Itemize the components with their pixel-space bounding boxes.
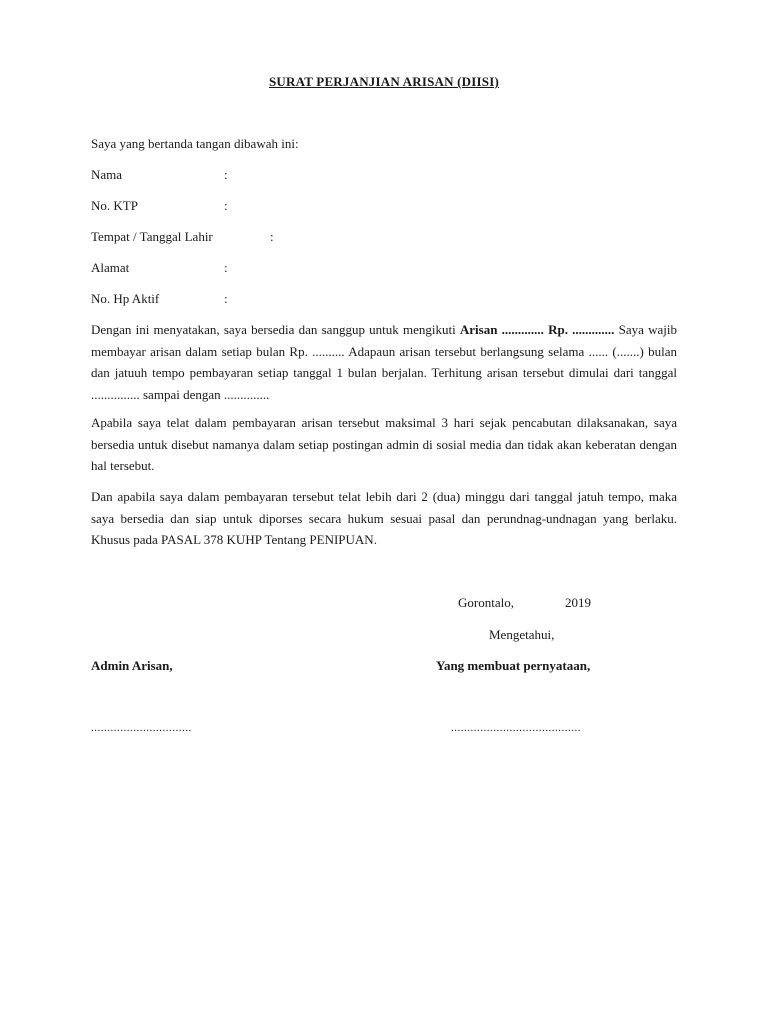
paragraph-agreement [91, 319, 677, 405]
field-label-ktp: No. KTP [91, 198, 138, 213]
document-title: SURAT PERJANJIAN ARISAN (DIISI) [268, 74, 499, 89]
paragraph-agreement-text-2: Saya wajib membayar arisan dalam setiap bulan Rp. .......... Adapaun arisan tersebut berlangsung selama ...... (.......) bulan dan jatuuh tempo pembayaran setiap tanggal 1 bulan berjalan. Terhitung arisan tersebut dimulai dari tanggal ............... sampai dengan .............. [91, 322, 677, 402]
year-text: 2019 [565, 595, 591, 610]
right-signature-line: ........................................ [451, 722, 581, 734]
field-label-alamat: Alamat [91, 260, 130, 275]
field-label-nama: Nama [91, 167, 123, 182]
left-signer-label: Admin Arisan, [91, 658, 173, 673]
paragraph-agreement-bold: Arisan ............. Rp. ............. [459, 322, 615, 337]
field-colon: : [224, 167, 228, 182]
field-label-ttl: Tempat / Tanggal Lahir [91, 229, 213, 244]
field-label-hp: No. Hp Aktif [91, 291, 160, 306]
field-colon: : [224, 198, 228, 213]
place-text: Gorontalo, [458, 595, 514, 610]
field-colon: : [224, 260, 228, 275]
right-signer-label: Yang membuat pernyataan, [436, 658, 591, 673]
left-signature-line: ............................... [91, 722, 192, 734]
field-colon: : [270, 229, 274, 244]
paragraph-legal: Dan apabila saya dalam pembayaran tersebut telat lebih dari 2 (dua) minggu dari tanggal jatuh tempo, maka saya bersedia dan siap untuk diporses secara hukum sesuai pasal dan perundnag-undnagan yang berlaku. Khusus pada PASAL 378 KUHP Tentang PENIPUAN. [91, 489, 677, 547]
intro-text: Saya yang bertanda tangan dibawah ini: [91, 136, 299, 151]
field-colon: : [224, 291, 228, 306]
acknowledged-text: Mengetahui, [489, 627, 555, 642]
paragraph-agreement-text-1: Dengan ini menyatakan, saya bersedia dan sanggup untuk mengikuti [91, 322, 460, 337]
paragraph-late-payment: Apabila saya telat dalam pembayaran arisan tersebut maksimal 3 hari sejak pencabutan dilaksanakan, saya bersedia untuk disebut namanya dalam setiap postingan admin di sosial media dan tidak akan keberatan dengan hal tersebut. [91, 415, 677, 473]
